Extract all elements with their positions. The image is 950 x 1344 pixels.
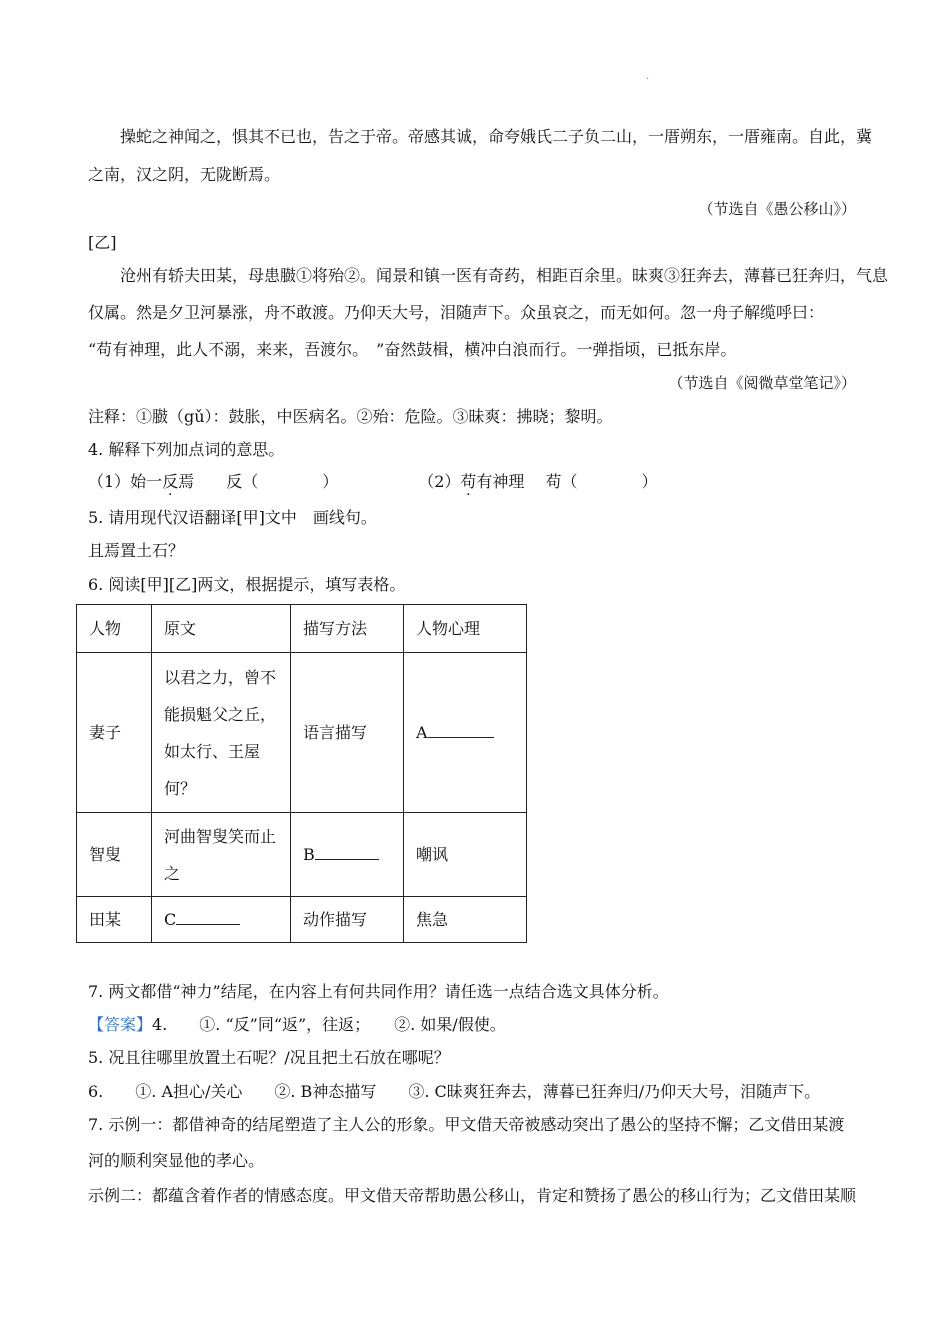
q4-items xyxy=(88,472,658,492)
table-row xyxy=(77,813,527,897)
table-row xyxy=(77,653,527,813)
answer-7-line-3: 示例二：都蕴含着作者的情感态度。甲文借天帝帮助愚公移山，肯定和赞扬了愚公的移山行为；乙文借田某顺 xyxy=(88,1186,857,1205)
header-cell: 描写方法 xyxy=(291,605,404,653)
header-cell: 人物心理 xyxy=(404,605,527,653)
jia-source: （节选自《愚公移山》） xyxy=(698,200,856,218)
table-row xyxy=(77,897,527,943)
answer-7-line-2: 河的顺利突显他的孝心。 xyxy=(88,1151,265,1170)
notes: 注释：①臌（gǔ）：鼓胀，中医病名。②殆：危险。③昧爽：拂晓；黎明。 xyxy=(88,407,613,426)
text-cell: 河曲智叟笑而止之 xyxy=(152,813,291,897)
q4-stem: 4. 解释下列加点词的意思。 xyxy=(88,440,285,459)
person-cell: 田某 xyxy=(77,897,152,943)
yi-line-2: 仅属。然是夕卫河暴涨，舟不敢渡。乃仰天大号，泪随声下。众虽哀之，而无如何。忽一舟子解缆呼曰： xyxy=(88,303,825,322)
q4-item2-prefix: （2） xyxy=(418,472,461,491)
method-cell: 语言描写 xyxy=(291,653,404,813)
psych-cell: 焦急 xyxy=(404,897,527,943)
method-cell xyxy=(291,813,404,897)
q4-item2-dotted-word: 苟 xyxy=(460,472,477,491)
answer-5: 5. 况且往哪里放置土石呢？/况且把土石放在哪呢？ xyxy=(88,1048,450,1067)
blank-label: C xyxy=(164,910,177,929)
header-dot: · xyxy=(646,74,650,85)
answer-4-text: 4. ①. “反”同“返”，往返； ②. 如果/假使。 xyxy=(152,1015,506,1034)
q4-item1-prefix: （1）始一 xyxy=(88,472,163,491)
answer-4 xyxy=(88,1015,506,1035)
answer-7-line-1: 7. 示例一：都借神奇的结尾塑造了主人公的形象。甲文借天帝被感动突出了愚公的坚持不懈；乙文借田某渡 xyxy=(88,1115,845,1134)
q5-stem: 5. 请用现代汉语翻译[甲]文中 画线句。 xyxy=(88,508,377,527)
fill-blank xyxy=(176,906,240,925)
yi-source: （节选自《阅微草堂笔记》） xyxy=(668,374,856,392)
person-cell: 妻子 xyxy=(77,653,152,813)
yi-line-1: 沧州有轿夫田某，母患臌①将殆②。闻景和镇一医有奇药，相距百余里。昧爽③狂奔去，薄暮已狂奔归，气息 xyxy=(120,266,889,285)
text-cell: 以君之力，曾不能损魁父之丘，如太行、王屋何？ xyxy=(152,653,291,813)
text-cell xyxy=(152,897,291,943)
q7-stem: 7. 两文都借“神力”结尾，在内容上有何共同作用？请任选一点结合选文具体分析。 xyxy=(88,982,669,1001)
jia-line-2: 之南，汉之阴，无陇断焉。 xyxy=(88,165,281,184)
q4-item2-suffix: 有神理 苟（ ） xyxy=(476,472,658,491)
yi-line-3: “苟有神理，此人不溺，来来，吾渡尔。 ”奋然鼓楫，横冲白浪而行。一弹指顷，已抵东岸。 xyxy=(88,340,737,359)
q4-item1-dotted-word: 反 xyxy=(162,472,179,491)
header-cell: 原文 xyxy=(152,605,291,653)
q5-sentence: 且焉置土石？ xyxy=(88,541,185,560)
blank-label: A xyxy=(416,723,428,742)
q6-stem: 6. 阅读[甲][乙]两文，根据提示，填写表格。 xyxy=(88,575,406,594)
psych-cell: 嘲讽 xyxy=(404,813,527,897)
fill-blank xyxy=(315,841,379,860)
header-cell: 人物 xyxy=(77,605,152,653)
yi-label: [乙] xyxy=(88,233,117,252)
jia-line-1: 操蛇之神闻之，惧其不已也，告之于帝。帝感其诚，命夸娥氏二子负二山，一厝朔东，一厝雍南。自此，冀 xyxy=(120,127,873,146)
person-cell: 智叟 xyxy=(77,813,152,897)
q6-table xyxy=(76,604,527,943)
answer-6: 6. ①. A担心/关心 ②. B神态描写 ③. C昧爽狂奔去，薄暮已狂奔归/乃仰天大号，泪随声下。 xyxy=(88,1082,821,1101)
blank-label: B xyxy=(303,845,315,864)
psych-cell xyxy=(404,653,527,813)
q4-item1-suffix: 焉 反（ ） xyxy=(178,472,339,491)
answer-tag: 【答案】 xyxy=(88,1015,153,1034)
fill-blank xyxy=(428,719,494,738)
table-header-row xyxy=(77,605,527,653)
method-cell: 动作描写 xyxy=(291,897,404,943)
